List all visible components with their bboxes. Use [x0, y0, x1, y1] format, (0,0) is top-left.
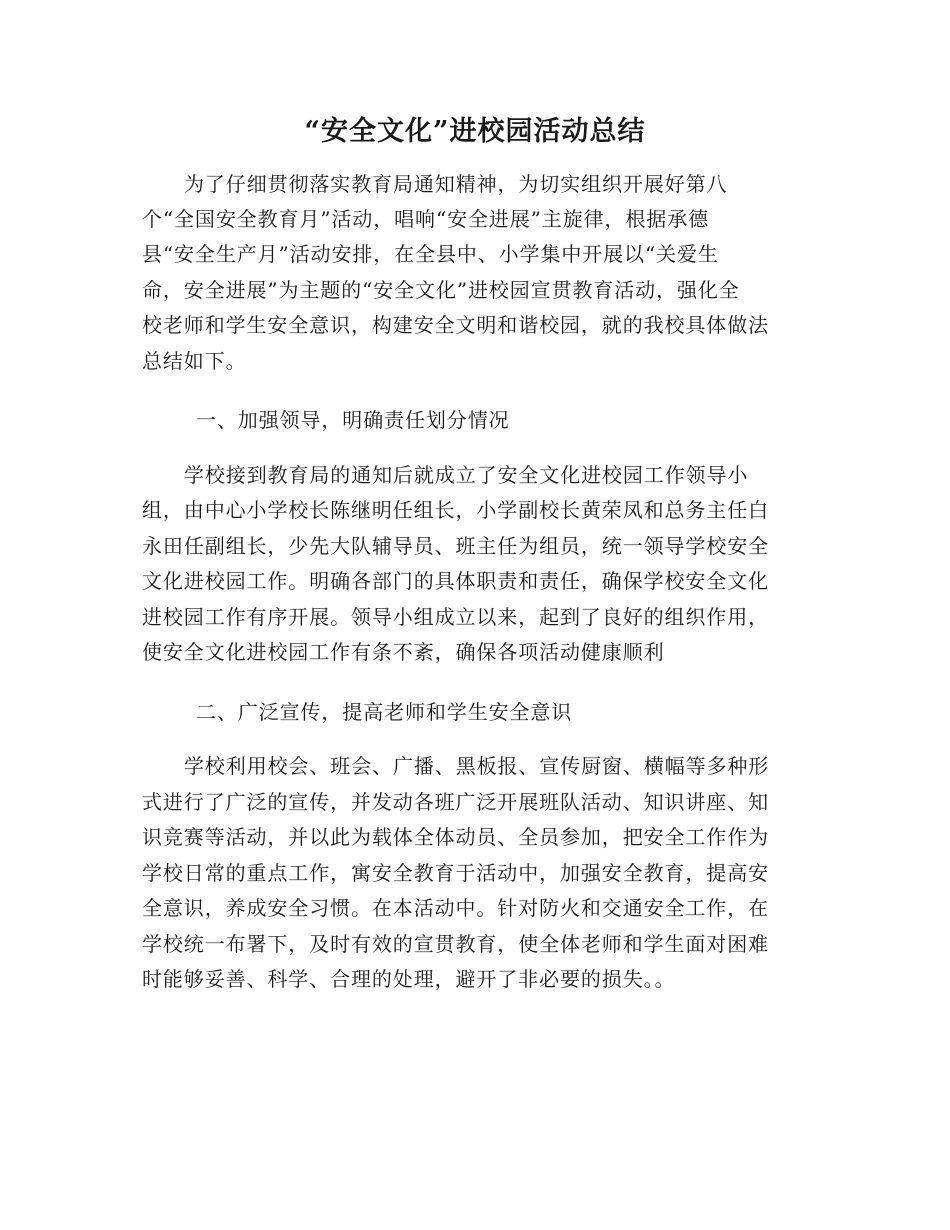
- section-heading-1: 一、加强领导，明确责任划分情况: [196, 408, 510, 432]
- paragraph-2-line-1: 学校接到教育局的通知后就成立了安全文化进校园工作领导小: [184, 463, 749, 487]
- paragraph-3-line-2: 式进行了广泛的宣传，并发动各班广泛开展班队活动、知识讲座、知: [142, 790, 769, 814]
- paragraph-1-line-2: 个“全国安全教育月”活动，唱响“安全进展”主旋律，根据承德: [142, 207, 709, 231]
- paragraph-3-line-3: 识竞赛等活动，并以此为载体全体动员、全员参加，把安全工作作为: [142, 825, 769, 849]
- paragraph-2-line-4: 文化进校园工作。明确各部门的具体职责和责任，确保学校安全文化: [142, 569, 769, 593]
- paragraph-3-line-5: 全意识，养成安全习惯。在本活动中。针对防火和交通安全工作，在: [142, 896, 769, 920]
- paragraph-3-line-7: 时能够妥善、科学、合理的处理，避开了非必要的损失。。: [142, 967, 676, 991]
- paragraph-1-line-1: 为了仔细贯彻落实教育局通知精神，为切实组织开展好第八: [184, 172, 728, 196]
- paragraph-1-line-3: 县“安全生产月”活动安排，在全县中、小学集中开展以“关爱生: [142, 242, 719, 266]
- paragraph-3-line-4: 学校日常的重点工作，寓安全教育于活动中，加强安全教育，提高安: [142, 861, 769, 885]
- paragraph-2-line-6: 使安全文化进校园工作有条不紊，确保各项活动健康顺利: [142, 640, 665, 664]
- paragraph-1-line-4: 命，安全进展”为主题的“安全文化”进校园宣贯教育活动，强化全: [142, 278, 740, 302]
- paragraph-2-line-5: 进校园工作有序开展。领导小组成立以来，起到了良好的组织作用，: [142, 605, 769, 629]
- paragraph-1-line-6: 总结如下。: [142, 349, 247, 373]
- paragraph-3-line-6: 学校统一布署下，及时有效的宣贯教育，使全体老师和学生面对困难: [142, 932, 769, 956]
- paragraph-2-line-3: 永田任副组长，少先大队辅导员、班主任为组员，统一领导学校安全: [142, 534, 769, 558]
- section-heading-2: 二、广泛宣传，提高老师和学生安全意识: [196, 700, 573, 724]
- paragraph-1-line-5: 校老师和学生安全意识，构建安全文明和谐校园，就的我校具体做法: [142, 313, 769, 337]
- page-title: “安全文化”进校园活动总结: [304, 116, 646, 147]
- paragraph-3-line-1: 学校利用校会、班会、广播、黑板报、宣传厨窗、横幅等多种形: [184, 754, 770, 778]
- paragraph-2-line-2: 组，由中心小学校长陈继明任组长，小学副校长黄荣凤和总务主任白: [142, 498, 769, 522]
